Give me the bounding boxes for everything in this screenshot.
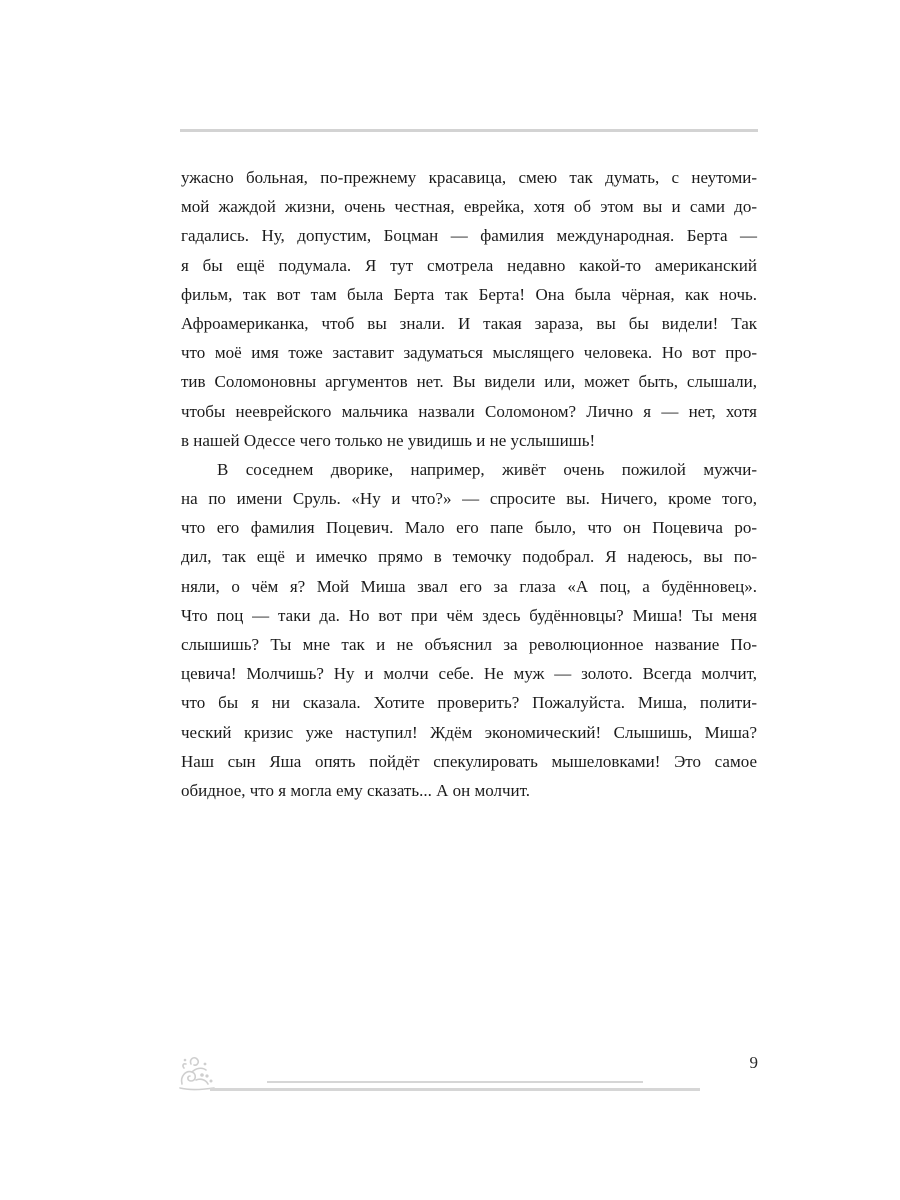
text-line: няли, о чём я? Мой Миша звал его за глаза «А поц, а будённовец». <box>181 576 757 596</box>
text-line: что бы я ни сказала. Хотите проверить? Пожалуйста. Миша, полити- <box>181 693 757 713</box>
text-line: слышишь? Ты мне так и не объяснил за революционное название По- <box>181 635 757 654</box>
text-line: Афроамериканка, чтоб вы знали. И такая зараза, вы бы видели! Так <box>181 313 757 333</box>
page-number: 9 <box>749 1053 758 1072</box>
text-line: Наш сын Яша опять пойдёт спекулировать мышеловками! Это самое <box>181 751 757 771</box>
text-line: ужасно больная, по-прежнему красавица, смею так думать, с неутоми- <box>181 168 757 187</box>
text-line: в нашей Одессе чего только не увидишь и не услышишь! <box>181 430 596 450</box>
paragraph-1 <box>181 163 757 455</box>
text-line: я бы ещё подумала. Я тут смотрела недавно какой-то американский <box>181 255 757 275</box>
body-text <box>181 163 757 805</box>
text-line: что его фамилия Поцевич. Мало его папе было, что он Поцевича ро- <box>181 518 757 538</box>
text-line: В соседнем дворике, например, живёт очень пожилой мужчи- <box>217 459 757 479</box>
text-line: чтобы нееврейского мальчика назвали Соломоном? Лично я — нет, хотя <box>181 401 757 421</box>
footer-rule-short <box>267 1081 643 1083</box>
text-line: гадались. Ну, допустим, Боцман — фамилия международная. Берта — <box>181 226 757 246</box>
text-line: ческий кризис уже наступил! Ждём экономический! Слышишь, Миша? <box>181 722 757 742</box>
footer-rule <box>210 1088 700 1091</box>
text-line: Что поц — таки да. Но вот при чём здесь будённовцы? Миша! Ты меня <box>181 605 757 625</box>
text-line: тив Соломоновны аргументов нет. Вы видели или, может быть, слышали, <box>181 372 757 392</box>
text-line: что моё имя тоже заставит задуматься мыслящего человека. Но вот про- <box>181 343 757 363</box>
text-line: мой жаждой жизни, очень честная, еврейка, хотя об этом вы и сами до- <box>181 197 757 217</box>
floral-flourish-icon <box>176 1054 216 1092</box>
text-line: фильм, так вот там была Берта так Берта! Она была чёрная, как ночь. <box>181 284 757 304</box>
text-line: цевича! Молчишь? Ну и молчи себе. Не муж — золото. Всегда молчит, <box>181 664 757 684</box>
text-line: обидное, что я могла ему сказать... А он молчит. <box>181 780 531 800</box>
header-rule <box>180 129 758 132</box>
text-line: на по имени Сруль. «Ну и что?» — спросите вы. Ничего, кроме того, <box>181 489 757 509</box>
paragraph-2 <box>181 455 757 805</box>
text-line: дил, так ещё и имечко прямо в темочку подобрал. Я надеюсь, вы по- <box>181 547 757 567</box>
